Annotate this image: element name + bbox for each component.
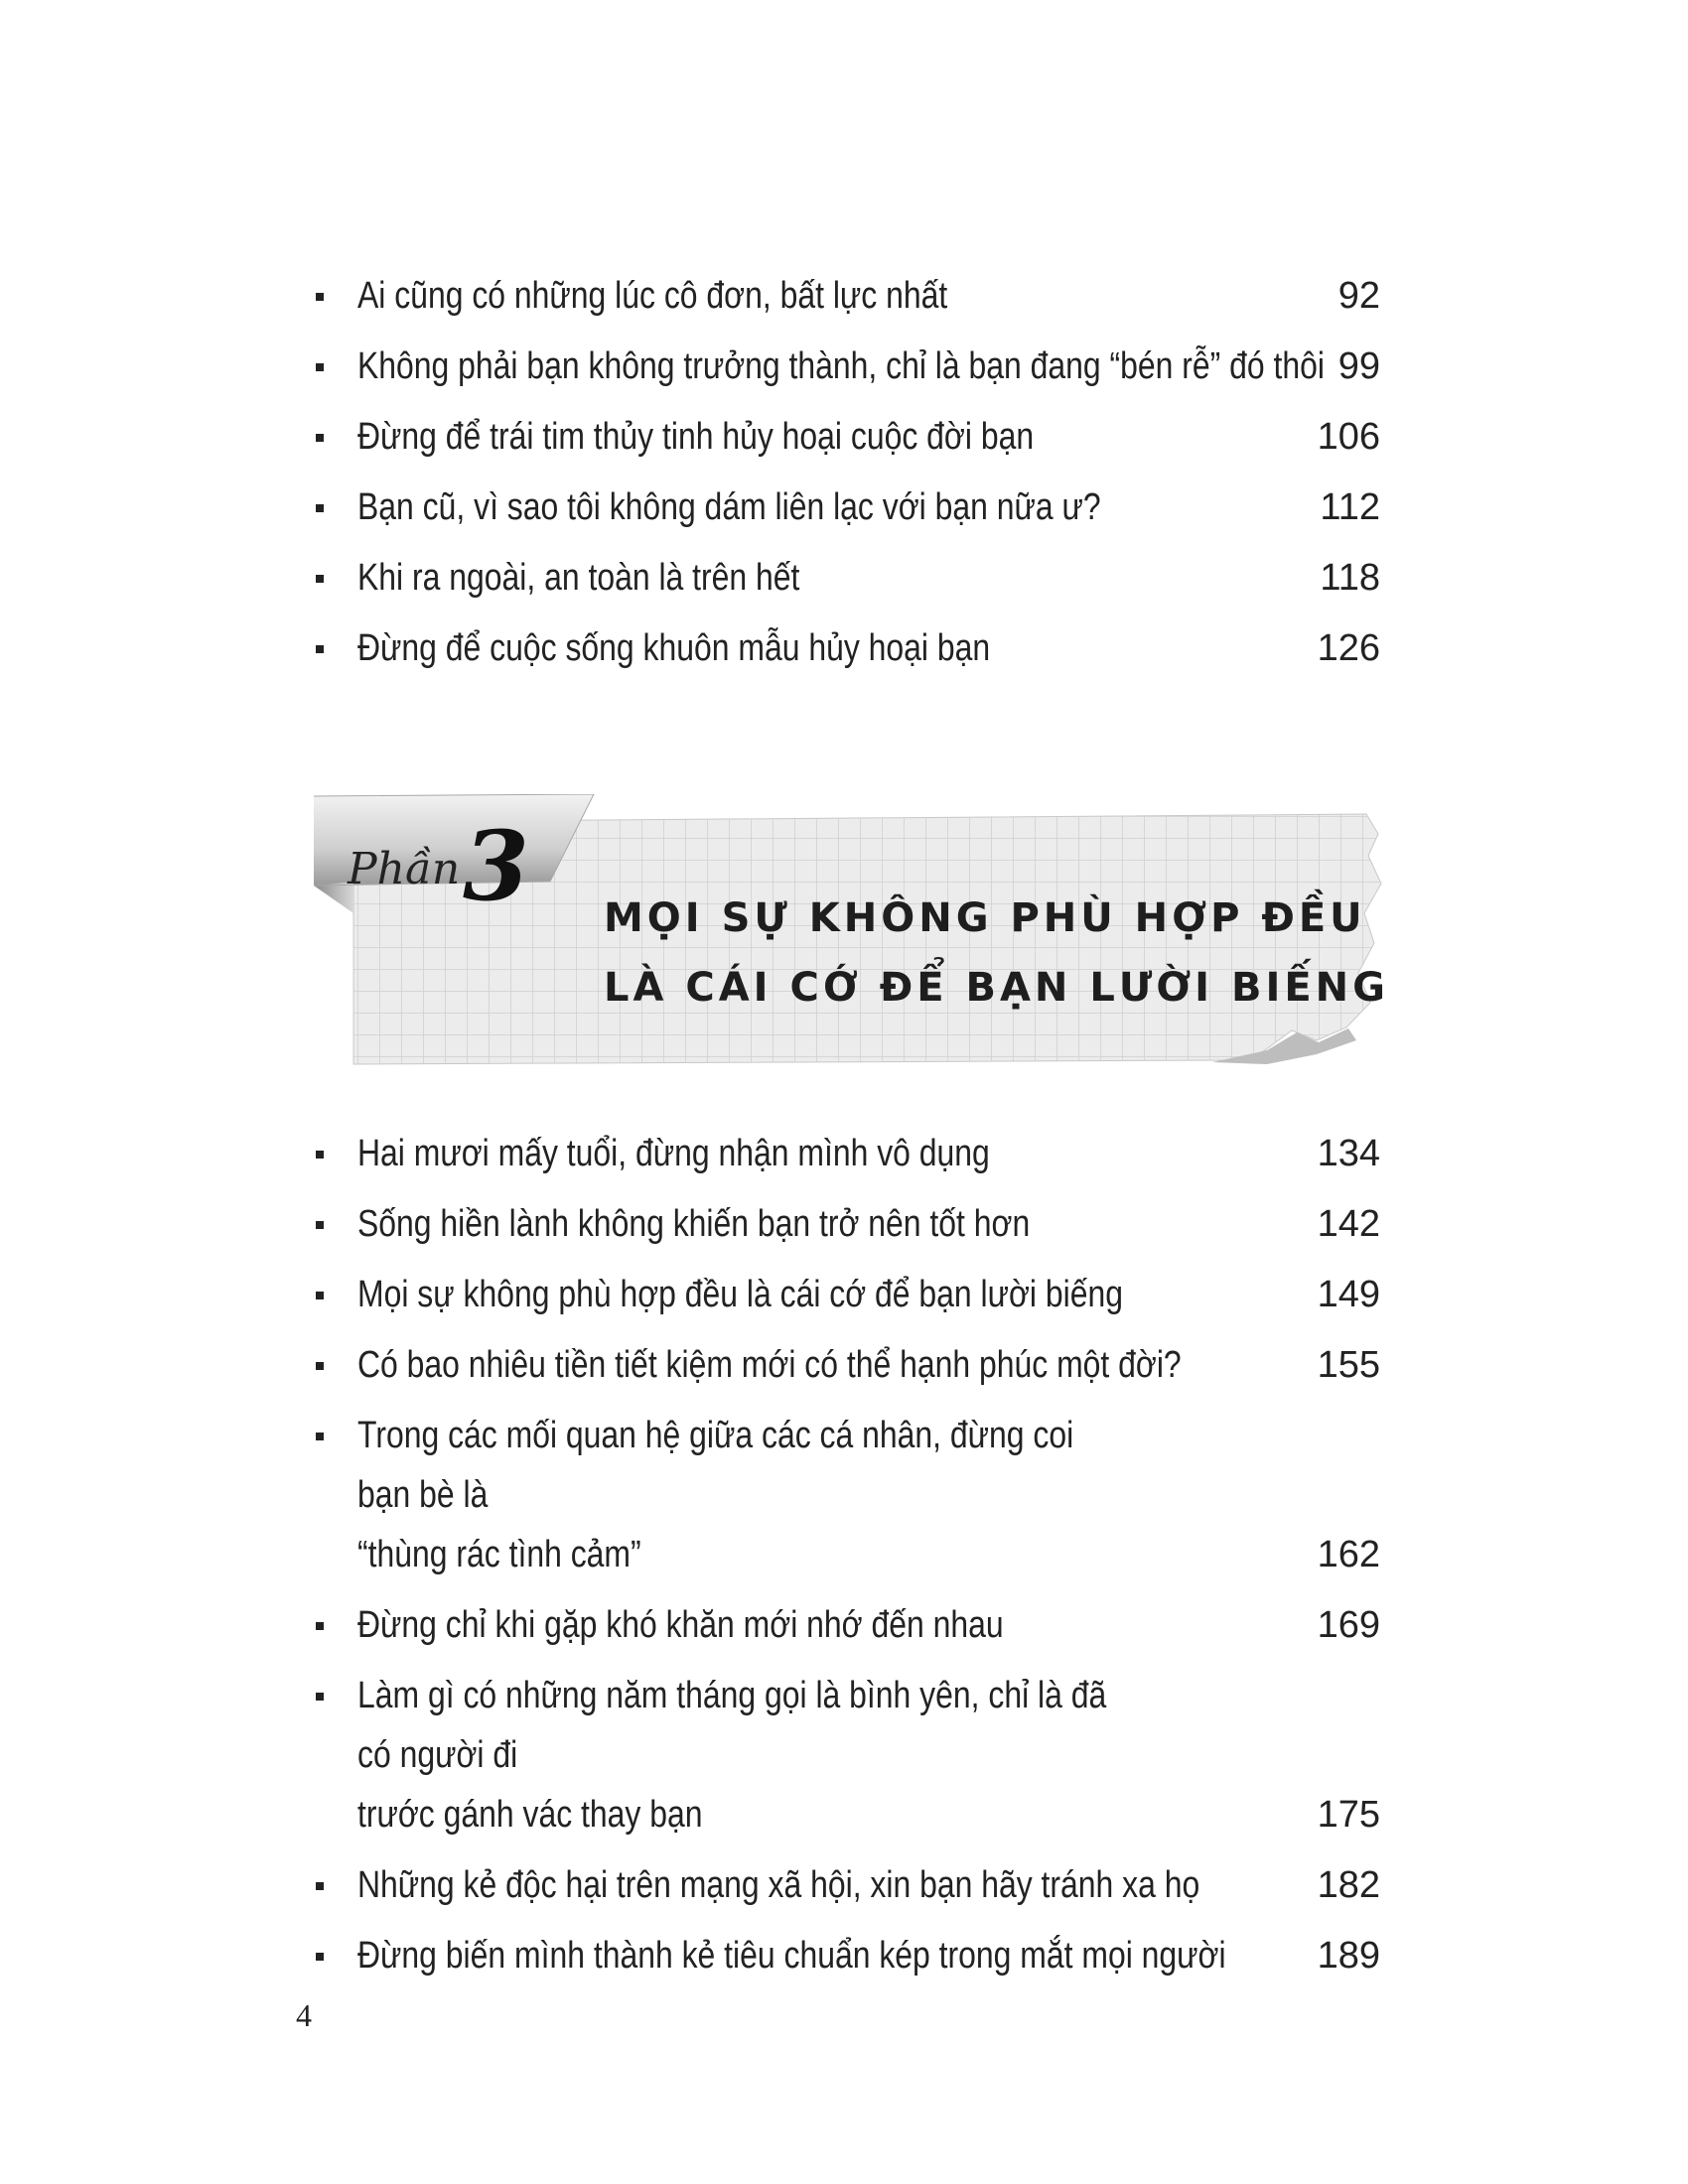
toc-entry bbox=[316, 266, 1380, 326]
toc-entry bbox=[316, 1406, 1380, 1584]
toc-entry-title-line: Ai cũng có những lúc cô đơn, bất lực nhất bbox=[357, 275, 948, 317]
page-number: 4 bbox=[296, 1997, 312, 2033]
toc-entry bbox=[316, 407, 1380, 467]
toc-entry-title-line: Không phải bạn không trưởng thành, chỉ là bạn đang “bén rễ” đó thôi bbox=[357, 345, 1326, 387]
toc-entry-page: 155 bbox=[1317, 1344, 1380, 1386]
toc-entry bbox=[316, 1666, 1380, 1844]
toc-entry-title bbox=[316, 1194, 1108, 1254]
toc-entry bbox=[316, 1335, 1380, 1395]
part-number: 3 bbox=[463, 810, 529, 922]
toc-entry-page: 149 bbox=[1317, 1274, 1380, 1315]
toc-list-top bbox=[316, 266, 1380, 689]
toc-entry-title-line: Bạn cũ, vì sao tôi không dám liên lạc với bạn nữa ư? bbox=[357, 486, 1101, 528]
toc-entry bbox=[316, 1194, 1380, 1254]
part-heading-line: MỌI SỰ KHÔNG PHÙ HỢP ĐỀU bbox=[604, 895, 1366, 941]
part-label: Phần bbox=[348, 844, 461, 894]
toc-entry-title-line: Khi ra ngoài, an toàn là trên hết bbox=[357, 557, 800, 599]
toc-entry bbox=[316, 1265, 1380, 1324]
toc-entry bbox=[316, 1124, 1380, 1183]
toc-entry-title bbox=[316, 1595, 1108, 1655]
part-heading-line: LÀ CÁI CỚ ĐỂ BẠN LƯỜI BIẾNG bbox=[604, 965, 1389, 1011]
toc-entry-page: 142 bbox=[1317, 1203, 1380, 1245]
toc-entry-page: 175 bbox=[1317, 1794, 1380, 1836]
toc-entry-page: 99 bbox=[1337, 345, 1380, 387]
part-heading bbox=[604, 884, 1389, 1023]
toc-entry-title-line: Có bao nhiêu tiền tiết kiệm mới có thể hạnh phúc một đời? bbox=[357, 1344, 1182, 1386]
toc-entry-title-line: Đừng biến mình thành kẻ tiêu chuẩn kép trong mắt mọi người bbox=[357, 1935, 1226, 1977]
toc-entry-title bbox=[316, 407, 1108, 467]
toc-entry-title-line: Hai mươi mấy tuổi, đừng nhận mình vô dụng bbox=[357, 1133, 990, 1174]
toc-entry-title bbox=[316, 1855, 1200, 1915]
toc-entry bbox=[316, 618, 1380, 678]
toc-entry-title-line: Sống hiền lành không khiến bạn trở nên tốt hơn bbox=[357, 1203, 1031, 1245]
toc-entry bbox=[316, 548, 1380, 608]
toc-entry-title bbox=[316, 1926, 1226, 1985]
toc-entry-page: 92 bbox=[1337, 275, 1380, 317]
toc-entry bbox=[316, 1595, 1380, 1655]
toc-entry-title-line: Mọi sự không phù hợp đều là cái cớ để bạn lười biếng bbox=[357, 1274, 1124, 1315]
toc-entry-page: 134 bbox=[1317, 1133, 1380, 1174]
toc-entry-title-line: Làm gì có những năm tháng gọi là bình yên, chỉ là đã có người đi bbox=[357, 1675, 1107, 1776]
toc-entry bbox=[316, 1926, 1380, 1985]
toc-entry-title bbox=[316, 1335, 1182, 1395]
toc-entry bbox=[316, 1855, 1380, 1915]
toc-entry-title bbox=[316, 1265, 1124, 1324]
toc-entry-page: 126 bbox=[1317, 627, 1380, 669]
toc-entry-page: 169 bbox=[1317, 1604, 1380, 1646]
toc-entry bbox=[316, 478, 1380, 537]
toc-entry-title bbox=[316, 618, 1108, 678]
toc-entry-title-line: Trong các mối quan hệ giữa các cá nhân, đừng coi bạn bè là bbox=[357, 1415, 1074, 1516]
toc-entry-title-line: “thùng rác tình cảm” bbox=[357, 1534, 641, 1575]
toc-entry-page: 106 bbox=[1317, 416, 1380, 458]
part-banner bbox=[314, 794, 1391, 1092]
toc-entry bbox=[316, 337, 1380, 396]
toc-entry-page: 112 bbox=[1320, 486, 1380, 528]
toc-entry-title bbox=[316, 1406, 1108, 1584]
toc-entry-title-line: Đừng chỉ khi gặp khó khăn mới nhớ đến nhau bbox=[357, 1604, 1004, 1646]
toc-entry-title-line: Đừng để trái tim thủy tinh hủy hoại cuộc đời bạn bbox=[357, 416, 1035, 458]
toc-entry-title bbox=[316, 478, 1108, 537]
toc-entry-page: 182 bbox=[1317, 1864, 1380, 1906]
toc-entry-title-line: Đừng để cuộc sống khuôn mẫu hủy hoại bạn bbox=[357, 627, 991, 669]
toc-entry-title bbox=[316, 1124, 1108, 1183]
toc-entry-title bbox=[316, 548, 1108, 608]
toc-entry-title bbox=[316, 266, 1108, 326]
toc-entry-title bbox=[316, 1666, 1108, 1844]
toc-entry-title-line: trước gánh vác thay bạn bbox=[357, 1794, 703, 1836]
toc-list-bottom bbox=[316, 1124, 1380, 1996]
toc-entry-page: 162 bbox=[1317, 1534, 1380, 1575]
toc-entry-title bbox=[316, 337, 1326, 396]
toc-entry-page: 118 bbox=[1320, 557, 1380, 599]
toc-entry-title-line: Những kẻ độc hại trên mạng xã hội, xin bạn hãy tránh xa họ bbox=[357, 1864, 1200, 1906]
toc-entry-page: 189 bbox=[1317, 1935, 1380, 1977]
